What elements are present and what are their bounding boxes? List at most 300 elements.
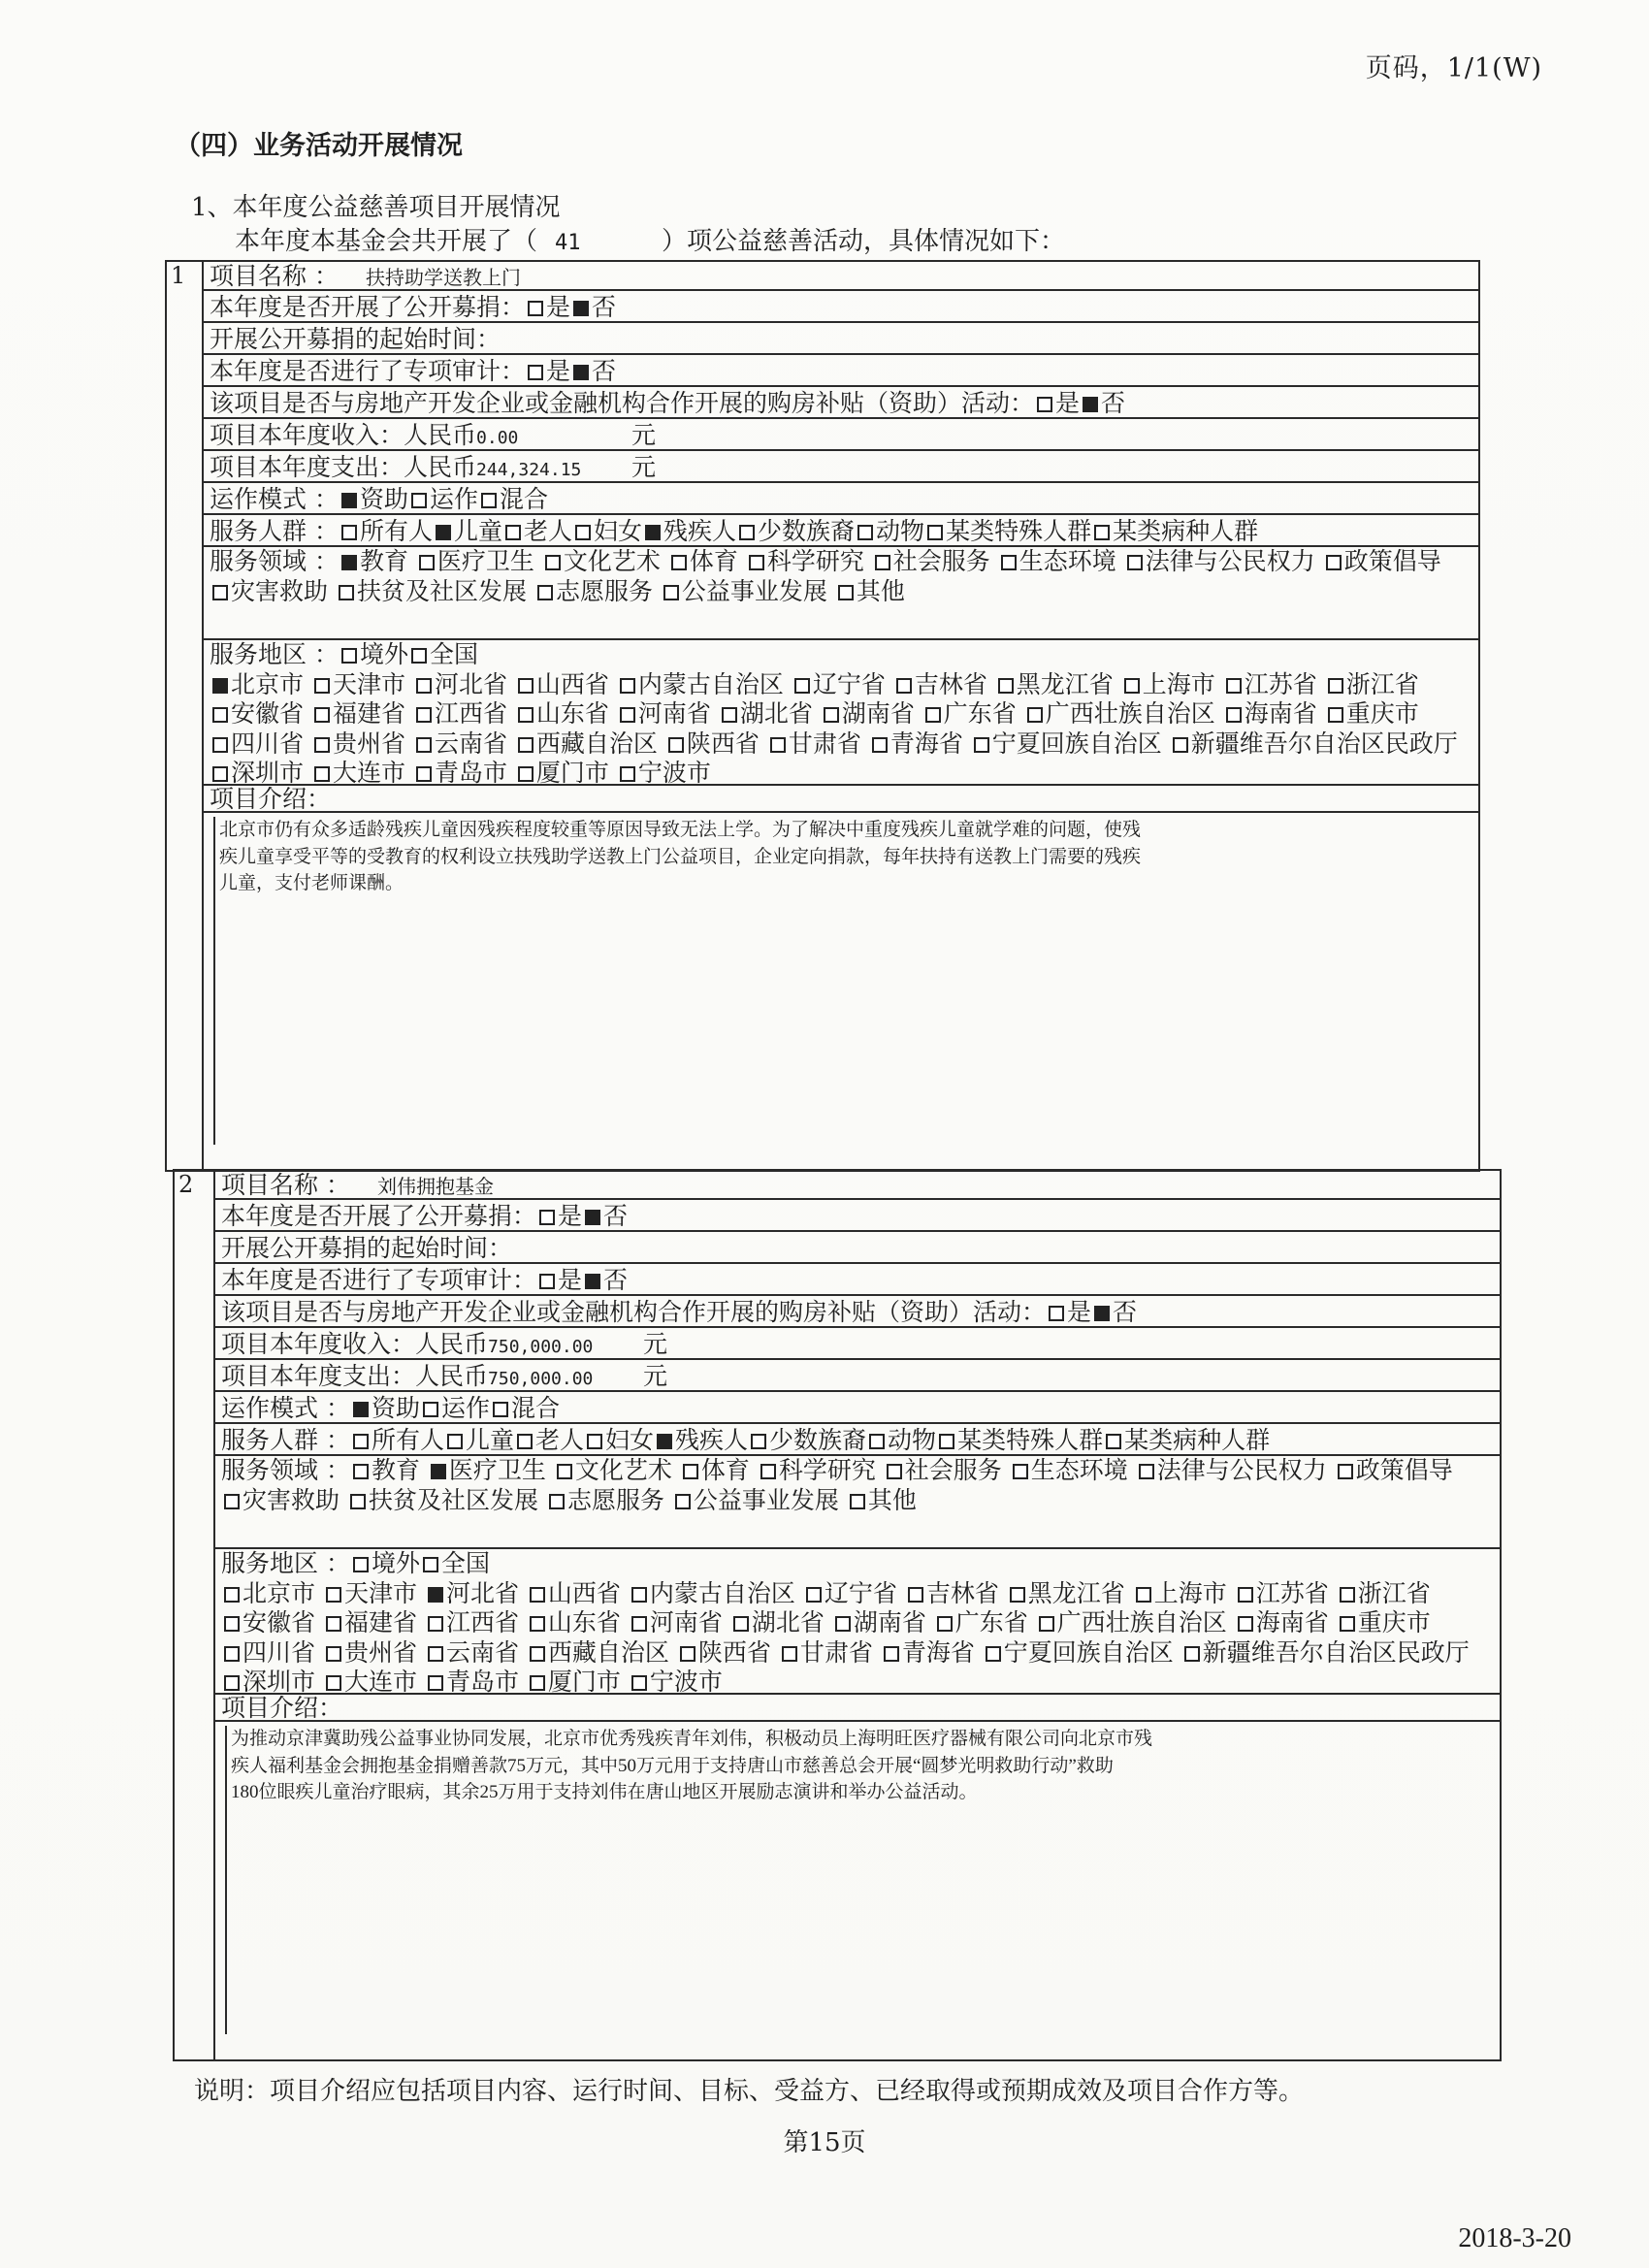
checkbox-unchecked[interactable] <box>493 1402 508 1417</box>
checkbox-unchecked[interactable] <box>1184 1646 1200 1662</box>
option-label: 少数族裔 <box>769 1426 867 1454</box>
checkbox-unchecked[interactable] <box>353 1464 369 1479</box>
checkbox-unchecked[interactable] <box>1173 737 1188 753</box>
checkbox-checked[interactable] <box>1083 397 1098 412</box>
checkbox-unchecked[interactable] <box>518 707 534 723</box>
checkbox-unchecked[interactable] <box>1338 1464 1353 1479</box>
row-project-intro-label <box>215 1695 1500 1722</box>
checkbox-unchecked[interactable] <box>1139 1464 1154 1479</box>
option-某类特殊人群 <box>936 1426 1103 1454</box>
checkbox-checked[interactable] <box>353 1402 369 1417</box>
option-吉林省 <box>893 670 987 698</box>
checkbox-unchecked[interactable] <box>722 707 737 723</box>
field-label: 服务地区 ： <box>210 640 339 668</box>
option-label: 全国 <box>440 1549 490 1577</box>
checkbox-unchecked[interactable] <box>631 1616 647 1632</box>
option-label: 妇女 <box>605 1426 655 1454</box>
option-少数族裔 <box>748 1426 866 1454</box>
checkbox-unchecked[interactable] <box>998 678 1014 694</box>
checkbox-unchecked[interactable] <box>530 1646 545 1662</box>
option-重庆市 <box>1337 1608 1431 1636</box>
checkbox-unchecked[interactable] <box>314 678 330 694</box>
option-label: 文化艺术 <box>574 1456 672 1484</box>
checkbox-unchecked[interactable] <box>675 1494 691 1509</box>
option-体育 <box>668 547 738 575</box>
row-special-audit <box>215 1264 1500 1296</box>
checkbox-unchecked[interactable] <box>1127 555 1143 570</box>
option-label: 某类特殊人群 <box>957 1426 1104 1454</box>
checkbox-unchecked[interactable] <box>539 1274 555 1289</box>
checkbox-unchecked[interactable] <box>518 766 534 782</box>
option-label: 宁夏回族自治区 <box>991 729 1162 758</box>
option-广东省 <box>922 699 1017 728</box>
checkbox-checked[interactable] <box>657 1434 672 1449</box>
option-山西省 <box>515 670 609 698</box>
checkbox-unchecked[interactable] <box>875 555 890 570</box>
checkbox-unchecked[interactable] <box>428 1616 443 1632</box>
checkbox-unchecked[interactable] <box>620 707 635 723</box>
option-黑龙江省 <box>995 670 1114 698</box>
checkbox-unchecked[interactable] <box>1039 1616 1054 1632</box>
checkbox-checked[interactable] <box>645 525 661 540</box>
checkbox-unchecked[interactable] <box>314 766 330 782</box>
checkbox-unchecked[interactable] <box>1340 1616 1355 1632</box>
checkbox-unchecked[interactable] <box>1106 1434 1121 1449</box>
option-重庆市 <box>1325 699 1419 728</box>
no-label: 否 <box>1101 389 1126 417</box>
option-label: 老人 <box>534 1426 584 1454</box>
checkbox-unchecked[interactable] <box>530 1587 545 1603</box>
field-label: 开展公开募捐的起始时间： <box>221 1234 513 1262</box>
checkbox-unchecked[interactable] <box>416 678 432 694</box>
yes-label: 是 <box>1067 1298 1092 1326</box>
option-全国 <box>408 640 478 668</box>
checkbox-unchecked[interactable] <box>680 1646 695 1662</box>
checkbox-unchecked[interactable] <box>341 525 357 540</box>
option-辽宁省 <box>792 670 886 698</box>
checkbox-unchecked[interactable] <box>806 1587 822 1603</box>
option-label: 重庆市 <box>1357 1608 1431 1636</box>
checkbox-unchecked[interactable] <box>770 737 786 753</box>
option-label: 全国 <box>429 640 478 668</box>
checkbox-unchecked[interactable] <box>528 301 543 316</box>
description-line: 疾儿童享受平等的受教育的权利设立扶残助学送教上门公益项目，企业定向捐款，每年扶持有送教上门需要的残疾 <box>219 846 1142 867</box>
option-label: 残疾人 <box>675 1426 749 1454</box>
checkbox-checked[interactable] <box>573 301 589 316</box>
checkbox-checked[interactable] <box>585 1210 600 1225</box>
checkbox-unchecked[interactable] <box>539 1210 555 1225</box>
checkbox-unchecked[interactable] <box>353 1557 369 1572</box>
checkbox-unchecked[interactable] <box>620 678 635 694</box>
option-吉林省 <box>905 1579 999 1607</box>
description-line: 儿童，支付老师课酬。 <box>219 873 404 894</box>
checkbox-unchecked[interactable] <box>872 737 888 753</box>
checkbox-checked[interactable] <box>212 678 228 694</box>
checkbox-unchecked[interactable] <box>857 525 873 540</box>
checkbox-unchecked[interactable] <box>416 707 432 723</box>
option-湖南省 <box>821 699 915 728</box>
option-天津市 <box>311 670 405 698</box>
checkbox-unchecked[interactable] <box>339 585 354 600</box>
option-北京市 <box>221 1579 315 1607</box>
checkbox-unchecked[interactable] <box>1226 707 1242 723</box>
option-儿童 <box>444 1426 514 1454</box>
checkbox-unchecked[interactable] <box>1238 1616 1253 1632</box>
option-label: 教育 <box>371 1456 420 1484</box>
page-code: 页码，1/1(W) <box>1365 53 1542 83</box>
row-expense <box>204 451 1478 483</box>
option-教育 <box>350 1456 420 1484</box>
checkbox-unchecked[interactable] <box>896 678 912 694</box>
checkbox-unchecked[interactable] <box>326 1587 341 1603</box>
checkbox-unchecked[interactable] <box>850 1494 865 1509</box>
checkbox-unchecked[interactable] <box>423 1402 438 1417</box>
option-label: 教育 <box>359 547 408 575</box>
option-label: 河北省 <box>434 669 507 698</box>
option-label: 上海市 <box>1153 1578 1227 1607</box>
option-label: 宁波市 <box>637 759 711 786</box>
option-label: 黑龙江省 <box>1016 669 1114 698</box>
checkbox-checked[interactable] <box>431 1464 446 1479</box>
checkbox-unchecked[interactable] <box>212 585 228 600</box>
income-value: 0.00 <box>476 428 519 448</box>
checkbox-unchecked[interactable] <box>350 1494 366 1509</box>
description-line: 疾人福利基金会拥抱基金捐赠善款75万元，其中50万元用于支持唐山市慈善总会开展“圆梦光明救助行动”救助 <box>231 1755 1114 1776</box>
checkbox-unchecked[interactable] <box>447 1434 463 1449</box>
option-新疆维吾尔自治区民政厅 <box>1170 729 1458 758</box>
option-湖南省 <box>832 1608 926 1636</box>
checkbox-checked[interactable] <box>436 525 451 540</box>
option-label: 志愿服务 <box>566 1485 664 1514</box>
checkbox-unchecked[interactable] <box>419 555 435 570</box>
field-label: 服务人群 ： <box>221 1426 350 1454</box>
option-陕西省 <box>665 729 760 758</box>
option-label: 社会服务 <box>904 1456 1002 1484</box>
checkbox-unchecked[interactable] <box>1136 1587 1151 1603</box>
option-妇女 <box>572 517 642 545</box>
option-label: 深圳市 <box>231 759 305 786</box>
checkbox-unchecked[interactable] <box>1326 555 1342 570</box>
checkbox-unchecked[interactable] <box>1037 397 1052 412</box>
option-label: 少数族裔 <box>758 517 856 545</box>
row-service-group <box>204 515 1478 547</box>
field-label: 本年度是否开展了公开募捐： <box>210 293 526 321</box>
option-广东省 <box>934 1608 1028 1636</box>
yes-label: 是 <box>1055 389 1081 417</box>
option-label: 江西省 <box>434 699 507 728</box>
checkbox-unchecked[interactable] <box>416 766 432 782</box>
no-label: 否 <box>603 1266 629 1294</box>
checkbox-unchecked[interactable] <box>353 1434 369 1449</box>
checkbox-unchecked[interactable] <box>927 525 943 540</box>
checkbox-unchecked[interactable] <box>224 1494 240 1509</box>
checkbox-unchecked[interactable] <box>1013 1464 1028 1479</box>
option-深圳市 <box>221 1668 315 1695</box>
field-label: 该项目是否与房地产开发企业或金融机构合作开展的购房补贴（资助）活动： <box>221 1298 1047 1326</box>
option-广西壮族自治区 <box>1036 1608 1227 1636</box>
option-教育 <box>339 547 408 575</box>
checkbox-unchecked[interactable] <box>528 365 543 380</box>
option-label: 湖南省 <box>841 699 915 728</box>
checkbox-unchecked[interactable] <box>887 1464 902 1479</box>
checkbox-unchecked[interactable] <box>937 1616 953 1632</box>
checkbox-checked[interactable] <box>341 555 357 570</box>
option-科学研究 <box>758 1456 876 1484</box>
row-fundraising-start <box>204 323 1478 355</box>
option-label: 辽宁省 <box>824 1578 897 1607</box>
option-label: 甘肃省 <box>788 729 861 758</box>
option-其他 <box>847 1486 917 1514</box>
option-label: 儿童 <box>453 517 502 545</box>
option-所有人 <box>339 517 433 545</box>
checkbox-unchecked[interactable] <box>838 585 854 600</box>
option-安徽省 <box>221 1608 315 1636</box>
checkbox-unchecked[interactable] <box>557 1464 572 1479</box>
row-project-name <box>215 1171 1500 1200</box>
checkbox-unchecked[interactable] <box>1049 1306 1064 1321</box>
footnote: 说明：项目介绍应包括项目内容、运行时间、目标、受益方、已经取得或预期成效及项目合作方等。 <box>194 2077 1305 2106</box>
row-service-field <box>204 547 1478 640</box>
checkbox-unchecked[interactable] <box>517 1434 533 1449</box>
option-label: 黑龙江省 <box>1027 1578 1125 1607</box>
option-大连市 <box>311 759 405 786</box>
option-label: 大连市 <box>332 759 405 786</box>
option-黑龙江省 <box>1007 1579 1125 1607</box>
option-label: 湖北省 <box>739 699 813 728</box>
checkbox-unchecked[interactable] <box>794 678 810 694</box>
row-housing-subsidy <box>215 1296 1500 1328</box>
yes-label: 是 <box>558 1202 583 1230</box>
option-江苏省 <box>1235 1579 1329 1607</box>
row-project-intro-label <box>204 786 1478 813</box>
checkbox-unchecked[interactable] <box>326 1646 341 1662</box>
checkbox-unchecked[interactable] <box>1094 525 1110 540</box>
checkbox-unchecked[interactable] <box>314 707 330 723</box>
checkbox-unchecked[interactable] <box>411 493 427 508</box>
option-某类病种人群 <box>1091 517 1258 545</box>
option-label: 广东省 <box>943 699 1017 728</box>
field-label: 服务领域 ： <box>210 547 339 575</box>
option-label: 扶贫及社区发展 <box>368 1485 538 1514</box>
option-云南省 <box>413 729 507 758</box>
checkbox-unchecked[interactable] <box>505 525 521 540</box>
checkbox-unchecked[interactable] <box>314 737 330 753</box>
checkbox-unchecked[interactable] <box>326 1616 341 1632</box>
checkbox-unchecked[interactable] <box>760 1464 776 1479</box>
no-label: 否 <box>1113 1298 1138 1326</box>
checkbox-unchecked[interactable] <box>224 1587 240 1603</box>
option-label: 境外 <box>359 640 408 668</box>
checkbox-unchecked[interactable] <box>416 737 432 753</box>
checkbox-checked[interactable] <box>428 1587 443 1603</box>
row-operation-mode <box>215 1392 1500 1424</box>
field-label: 该项目是否与房地产开发企业或金融机构合作开展的购房补贴（资助）活动： <box>210 389 1035 417</box>
option-山东省 <box>515 699 609 728</box>
checkbox-unchecked[interactable] <box>224 1616 240 1632</box>
checkbox-unchecked[interactable] <box>1010 1587 1025 1603</box>
row-service-field <box>215 1456 1500 1549</box>
checkbox-unchecked[interactable] <box>224 1646 240 1662</box>
checkbox-unchecked[interactable] <box>545 555 561 570</box>
option-label: 残疾人 <box>663 517 737 545</box>
checkbox-unchecked[interactable] <box>428 1646 443 1662</box>
yes-label: 是 <box>558 1266 583 1294</box>
option-志愿服务 <box>534 577 653 605</box>
option-其他 <box>835 577 905 605</box>
option-内蒙古自治区 <box>629 1579 795 1607</box>
checkbox-unchecked[interactable] <box>1124 678 1140 694</box>
checkbox-unchecked[interactable] <box>782 1646 797 1662</box>
checkbox-unchecked[interactable] <box>683 1464 698 1479</box>
option-扶贫及社区发展 <box>336 577 527 605</box>
option-贵州省 <box>311 729 405 758</box>
checkbox-unchecked[interactable] <box>749 555 764 570</box>
option-妇女 <box>584 1426 654 1454</box>
checkbox-unchecked[interactable] <box>835 1616 851 1632</box>
option-label: 妇女 <box>594 517 643 545</box>
checkbox-unchecked[interactable] <box>212 737 228 753</box>
field-label: 本年度是否开展了公开募捐： <box>221 1202 537 1230</box>
checkbox-unchecked[interactable] <box>212 707 228 723</box>
no-label: 否 <box>592 357 617 385</box>
option-运作 <box>408 485 478 513</box>
option-label: 云南省 <box>434 729 507 758</box>
checkbox-unchecked[interactable] <box>739 525 755 540</box>
project-form <box>202 262 1478 1170</box>
option-厦门市 <box>527 1668 621 1695</box>
yes-label: 是 <box>546 357 571 385</box>
checkbox-unchecked[interactable] <box>974 737 989 753</box>
option-label: 运作 <box>429 485 478 513</box>
option-天津市 <box>323 1579 417 1607</box>
row-housing-subsidy <box>204 387 1478 419</box>
option-label: 境外 <box>371 1549 420 1577</box>
checkbox-unchecked[interactable] <box>411 648 427 664</box>
checkbox-unchecked[interactable] <box>224 1675 240 1691</box>
option-label: 科学研究 <box>778 1456 876 1484</box>
checkbox-unchecked[interactable] <box>530 1616 545 1632</box>
checkbox-unchecked[interactable] <box>518 737 534 753</box>
checkbox-unchecked[interactable] <box>428 1675 443 1691</box>
checkbox-unchecked[interactable] <box>423 1557 438 1572</box>
option-label: 老人 <box>523 517 572 545</box>
checkbox-unchecked[interactable] <box>631 1675 647 1691</box>
option-云南省 <box>425 1638 519 1667</box>
option-青岛市 <box>425 1668 519 1695</box>
checkbox-unchecked[interactable] <box>1226 678 1242 694</box>
option-label: 北京市 <box>231 669 305 698</box>
checkbox-unchecked[interactable] <box>1340 1587 1355 1603</box>
option-医疗卫生 <box>416 547 534 575</box>
option-label: 山东省 <box>535 699 609 728</box>
checkbox-unchecked[interactable] <box>1001 555 1017 570</box>
option-label: 生态环境 <box>1030 1456 1128 1484</box>
option-label: 湖南省 <box>853 1608 926 1636</box>
option-社会服务 <box>884 1456 1002 1484</box>
checkbox-unchecked[interactable] <box>869 1434 885 1449</box>
row-service-region <box>204 640 1478 786</box>
checkbox-unchecked[interactable] <box>537 585 553 600</box>
option-label: 四川省 <box>231 729 305 758</box>
checkbox-unchecked[interactable] <box>620 766 635 782</box>
option-青海省 <box>869 729 963 758</box>
checkbox-checked[interactable] <box>341 493 357 508</box>
checkbox-unchecked[interactable] <box>884 1646 899 1662</box>
currency-unit: 元 <box>631 421 657 449</box>
section-title: （四）业务活动开展情况 <box>175 131 463 161</box>
currency-unit: 元 <box>631 453 657 481</box>
option-label: 山西省 <box>547 1578 621 1607</box>
option-label: 陕西省 <box>697 1637 771 1667</box>
project-name-value: 刘伟拥抱基金 <box>376 1175 494 1198</box>
checkbox-unchecked[interactable] <box>925 707 941 723</box>
option-公益事业发展 <box>661 577 827 605</box>
checkbox-unchecked[interactable] <box>212 766 228 782</box>
option-label: 灾害救助 <box>231 576 329 605</box>
project-number: 2 <box>178 1171 194 1198</box>
checkbox-unchecked[interactable] <box>631 1587 647 1603</box>
checkbox-unchecked[interactable] <box>663 585 679 600</box>
checkbox-unchecked[interactable] <box>481 493 497 508</box>
checkbox-checked[interactable] <box>573 365 589 380</box>
checkbox-unchecked[interactable] <box>1328 707 1343 723</box>
checkbox-checked[interactable] <box>585 1274 600 1289</box>
checkbox-unchecked[interactable] <box>549 1494 565 1509</box>
checkbox-unchecked[interactable] <box>1238 1587 1253 1603</box>
option-label: 甘肃省 <box>799 1637 873 1667</box>
checkbox-unchecked[interactable] <box>575 525 591 540</box>
option-社会服务 <box>872 547 990 575</box>
checkbox-unchecked[interactable] <box>326 1675 341 1691</box>
option-label: 新疆维吾尔自治区民政厅 <box>1202 1637 1470 1667</box>
checkbox-unchecked[interactable] <box>341 648 357 664</box>
option-某类特殊人群 <box>924 517 1091 545</box>
checkbox-unchecked[interactable] <box>939 1434 954 1449</box>
checkbox-unchecked[interactable] <box>518 678 534 694</box>
option-政策倡导 <box>1335 1456 1453 1484</box>
yes-label: 是 <box>546 293 571 321</box>
checkbox-unchecked[interactable] <box>587 1434 602 1449</box>
checkbox-unchecked[interactable] <box>908 1587 923 1603</box>
checkbox-unchecked[interactable] <box>671 555 687 570</box>
option-label: 资助 <box>371 1394 420 1422</box>
checkbox-unchecked[interactable] <box>668 737 684 753</box>
option-厦门市 <box>515 759 609 786</box>
checkbox-unchecked[interactable] <box>1027 707 1043 723</box>
checkbox-unchecked[interactable] <box>1328 678 1343 694</box>
field-label: 项目名称 ： <box>210 262 339 290</box>
checkbox-unchecked[interactable] <box>986 1646 1001 1662</box>
option-label: 灾害救助 <box>242 1485 340 1514</box>
option-境外 <box>350 1549 420 1577</box>
option-内蒙古自治区 <box>617 670 784 698</box>
row-public-fundraising <box>204 291 1478 323</box>
option-境外 <box>339 640 408 668</box>
checkbox-checked[interactable] <box>1094 1306 1110 1321</box>
option-某类病种人群 <box>1103 1426 1270 1454</box>
option-文化艺术 <box>542 547 661 575</box>
field-label: 项目介绍： <box>221 1695 343 1722</box>
checkbox-unchecked[interactable] <box>751 1434 766 1449</box>
description-line: 北京市仍有众多适龄残疾儿童因残疾程度较重等原因导致无法上学。为了解决中重度残疾儿童就学难的问题，使残 <box>219 820 1142 840</box>
option-动物 <box>855 517 924 545</box>
checkbox-unchecked[interactable] <box>824 707 839 723</box>
checkbox-unchecked[interactable] <box>530 1675 545 1691</box>
option-灾害救助 <box>210 577 328 605</box>
field-label: 项目本年度支出：人民币 <box>210 453 477 481</box>
option-安徽省 <box>210 699 304 728</box>
checkbox-unchecked[interactable] <box>733 1616 749 1632</box>
